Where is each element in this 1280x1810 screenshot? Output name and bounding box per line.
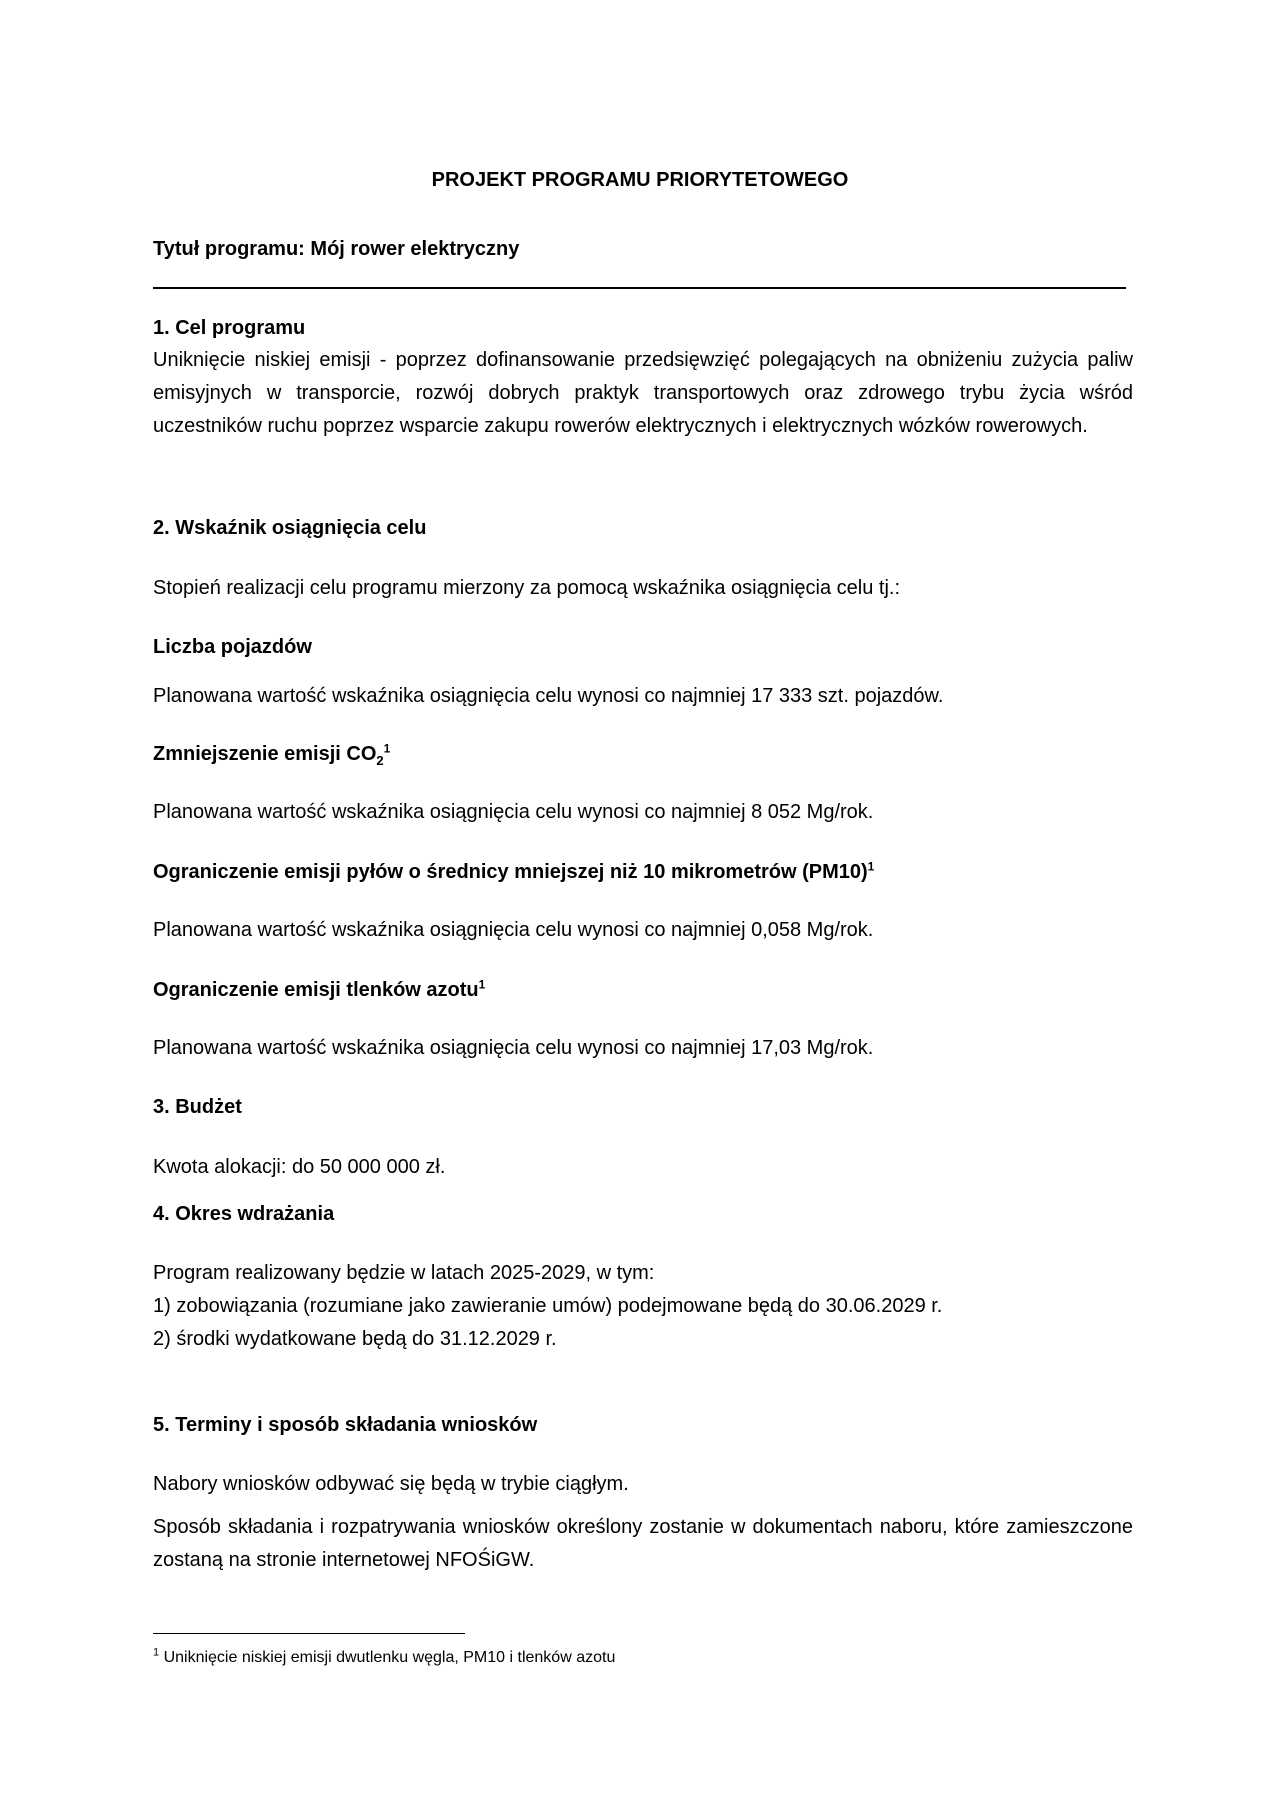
co2-subscript: 2	[376, 753, 384, 768]
section-3-text: Kwota alokacji: do 50 000 000 zł.	[153, 1156, 446, 1178]
indicator-pm10-label: Ograniczenie emisji pyłów o średnicy mniejszej niż 10 mikrometrów (PM10)	[153, 861, 868, 883]
indicator-co2-label: Zmniejszenie emisji CO	[153, 743, 377, 765]
footnote-ref: 1	[383, 741, 391, 756]
section-1-text: Uniknięcie niskiej emisji - poprzez dofinansowanie przedsięwzięć polegających na obniżeniu zużycia paliw emisyjnych w transporcie, rozwój dobrych praktyk transportowych oraz zdrowego trybu życia wśród uczestników ruchu poprzez wsparcie zakupu rowerów elektrycznych i elektrycznych wózków rowerowych.	[153, 349, 1133, 437]
indicator-vehicles-text: Planowana wartość wskaźnika osiągnięcia celu wynosi co najmniej 17 333 szt. pojazdów.	[153, 685, 944, 707]
section-2-intro: Stopień realizacji celu programu mierzony za pomocą wskaźnika osiągnięcia celu tj.:	[153, 577, 901, 599]
footnote-text: Uniknięcie niskiej emisji dwutlenku węgla, PM10 i tlenków azotu	[159, 1649, 616, 1666]
title-underline	[153, 287, 1126, 289]
section-5-paragraph-2: Sposób składania i rozpatrywania wniosków określony zostanie w dokumentach naboru, które zamieszczone zostaną na stronie internetowej NFOŚiGW.	[153, 1516, 1133, 1571]
section-3-heading: 3. Budżet	[153, 1096, 242, 1118]
indicator-pm10-title	[153, 860, 874, 884]
section-5-heading: 5. Terminy i sposób składania wniosków	[153, 1414, 538, 1436]
section-2-heading: 2. Wskaźnik osiągnięcia celu	[153, 517, 427, 539]
section-4-heading: 4. Okres wdrażania	[153, 1203, 335, 1225]
indicator-co2-title	[153, 742, 390, 766]
footnote-mark: 1	[153, 1646, 160, 1659]
footnote-ref: 1	[478, 977, 486, 992]
document-title: PROJEKT PROGRAMU PRIORYTETOWEGO	[431, 169, 849, 191]
section-1-heading: 1. Cel programu	[153, 317, 306, 339]
footnote-ref: 1	[867, 859, 875, 874]
indicator-nox-title	[153, 978, 485, 1002]
section-5-paragraph-1: Nabory wniosków odbywać się będą w trybie ciągłym.	[153, 1473, 629, 1495]
indicator-pm10-text: Planowana wartość wskaźnika osiągnięcia celu wynosi co najmniej 0,058 Mg/rok.	[153, 919, 874, 941]
indicator-vehicles-title: Liczba pojazdów	[153, 636, 312, 658]
list-item: 2) środki wydatkowane będą do 31.12.2029 r.	[153, 1328, 557, 1350]
indicator-co2-text: Planowana wartość wskaźnika osiągnięcia celu wynosi co najmniej 8 052 Mg/rok.	[153, 801, 874, 823]
indicator-nox-label: Ograniczenie emisji tlenków azotu	[153, 979, 479, 1001]
section-4-intro: Program realizowany będzie w latach 2025-2029, w tym:	[153, 1262, 655, 1284]
footnote-separator	[153, 1633, 465, 1634]
footnote	[153, 1648, 615, 1668]
program-title: Tytuł programu: Mój rower elektryczny	[153, 238, 520, 260]
indicator-nox-text: Planowana wartość wskaźnika osiągnięcia celu wynosi co najmniej 17,03 Mg/rok.	[153, 1037, 874, 1059]
list-item: 1) zobowiązania (rozumiane jako zawieranie umów) podejmowane będą do 30.06.2029 r.	[153, 1295, 943, 1317]
